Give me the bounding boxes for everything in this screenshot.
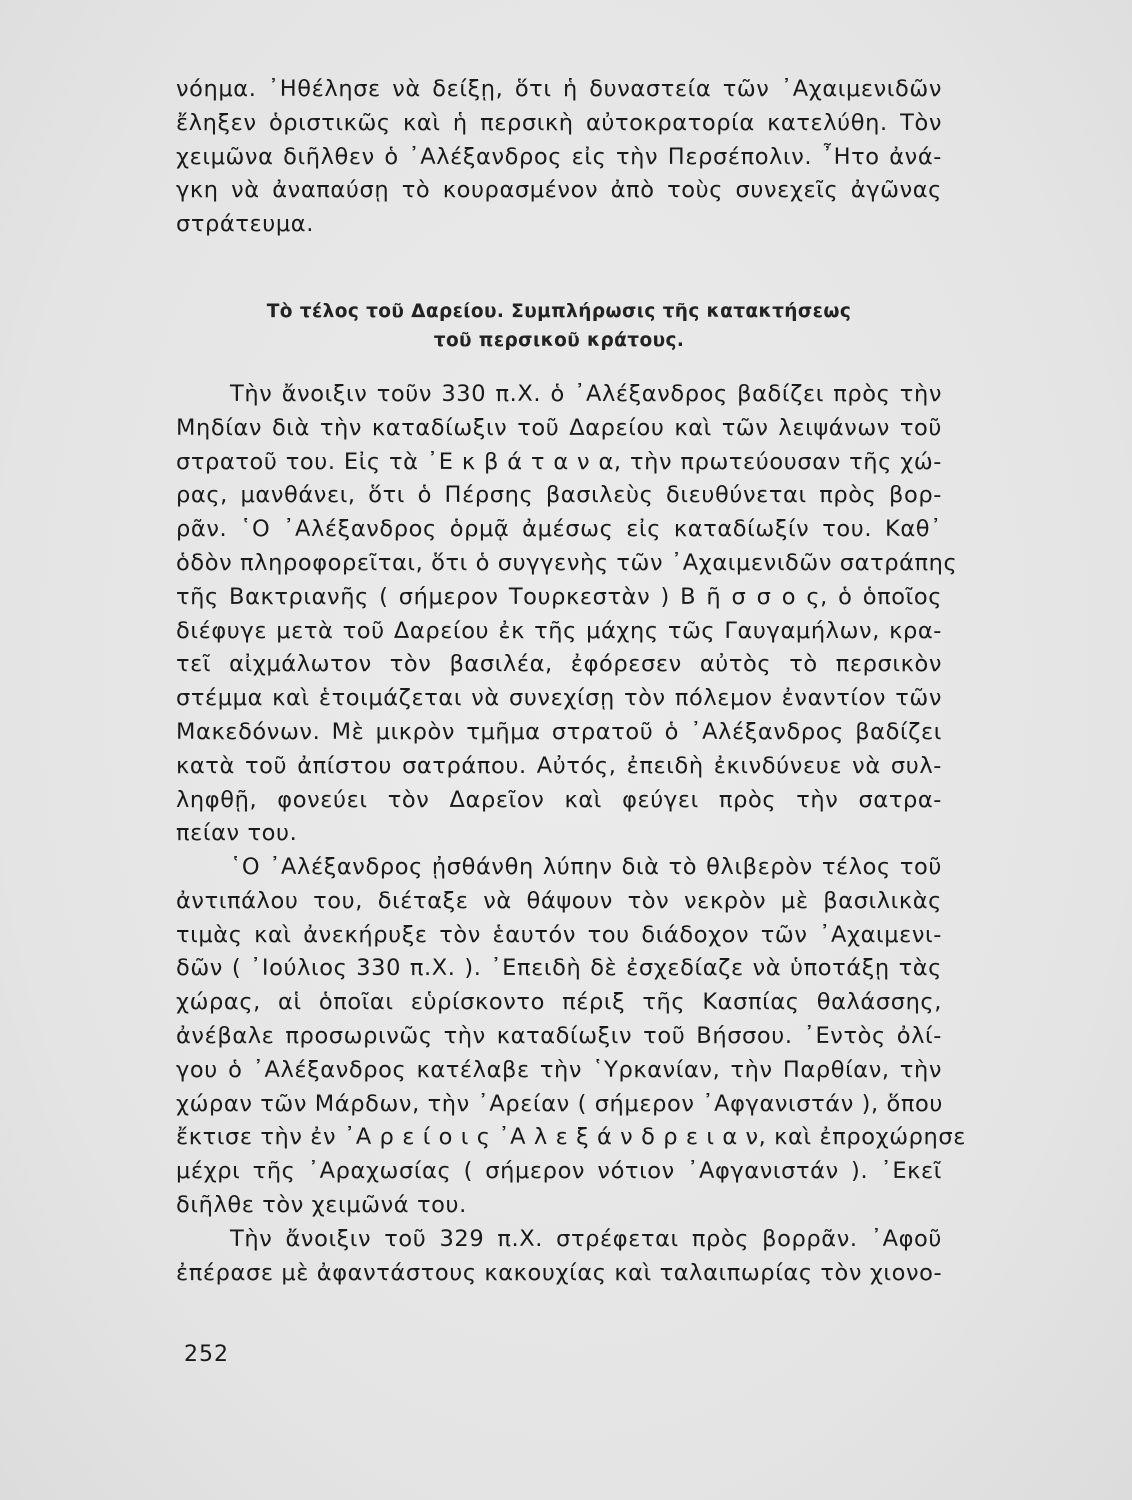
text-line: Μακεδόνων. Μὲ μικρὸν τμῆμα στρατοῦ ὁ ᾿Αλέξανδρος βαδίζει: [176, 718, 942, 745]
paragraph-2: [176, 851, 966, 1223]
text-line: δῶν ( ᾿Ιούλιος 330 π.Χ. ). ᾿Επειδὴ δὲ ἐσχεδίαζε νὰ ὑποτάξῃ τὰς: [176, 955, 942, 982]
text-line: γκη νὰ ἀναπαύσῃ τὸ κουρασμένον ἀπὸ τοὺς συνεχεῖς ἀγῶνας: [176, 177, 942, 204]
paragraph-3: [176, 1223, 942, 1291]
text-line: ρας, μανθάνει, ὅτι ὁ Πέρσης βασιλεὺς διευθύνεται πρὸς βορ-: [176, 482, 942, 509]
text-line: ληφθῇ, φονεύει τὸν Δαρεῖον καὶ φεύγει πρὸς τὴν σατρα-: [176, 786, 942, 813]
text-line: χώρας, αἱ ὁποῖαι εὑρίσκοντο πέριξ τῆς Κασπίας θαλάσσης,: [176, 989, 942, 1016]
text-line: ἀντιπάλου του, διέταξε νὰ θάψουν τὸν νεκρὸν μὲ βασιλικὰς: [176, 887, 942, 914]
section-heading: [176, 297, 942, 355]
text-line: ἔκτισε τὴν ἐν ᾿Α ρ ε ί ο ι ς ᾿Α λ ε ξ ά ν δ ρ ε ι α ν, καὶ ἐπροχώρησε: [176, 1124, 966, 1151]
text-line: πείαν του.: [176, 820, 298, 847]
text-line: στέμμα καὶ ἑτοιμάζεται νὰ συνεχίσῃ τὸν πόλεμον ἐναντίον τῶν: [176, 685, 942, 712]
text-line: γου ὁ ᾿Αλέξανδρος κατέλαβε τὴν ῾Υρκανίαν, τὴν Παρθίαν, τὴν: [176, 1056, 942, 1083]
text-line: τιμὰς καὶ ἀνεκήρυξε τὸν ἑαυτόν του διάδοχον τῶν ᾿Αχαιμενι-: [176, 921, 942, 948]
heading-line: τοῦ περσικοῦ κράτους.: [433, 330, 685, 351]
text-line: Τὴν ἄνοιξιν τοῦ 329 π.Χ. στρέφεται πρὸς βορρᾶν. ᾿Αφοῦ: [230, 1226, 942, 1252]
text-line: ρᾶν. ῾Ο ᾿Αλέξανδρος ὁρμᾷ ἀμέσως εἰς καταδίωξίν του. Καθ᾿: [176, 516, 942, 543]
text-line: τεῖ αἰχμάλωτον τὸν βασιλέα, ἐφόρεσεν αὐτὸς τὸ περσικὸν: [176, 651, 942, 678]
text-line: νόημα. ᾿Ηθέλησε νὰ δείξῃ, ὅτι ἡ δυναστεία τῶν ᾿Αχαιμενιδῶν: [176, 76, 942, 102]
text-line: διέφυγε μετὰ τοῦ Δαρείου ἐκ τῆς μάχης τῶς Γαυγαμήλων, κρα-: [176, 617, 942, 644]
text-line: ἀνέβαλε προσωρινῶς τὴν καταδίωξιν τοῦ Βήσσου. ᾿Εντὸς ὀλί-: [176, 1022, 942, 1049]
text-line: Μηδίαν διὰ τὴν καταδίωξιν τοῦ Δαρείου καὶ τῶν λειψάνων τοῦ: [176, 414, 942, 441]
paragraph-top: [176, 73, 942, 242]
text-line: διῆλθε τὸν χειμῶνά του.: [176, 1191, 467, 1218]
text-line: μέχρι τῆς ᾿Αραχωσίας ( σήμερον νότιον ᾿Αφγανιστάν ). ᾿Εκεῖ: [176, 1158, 942, 1185]
text-line: τῆς Βακτριανῆς ( σήμερον Τουρκεστὰν ) Β ῆ σ σ ο ς, ὁ ὁποῖος: [176, 583, 942, 610]
heading-line: Τὸ τέλος τοῦ Δαρείου. Συμπλήρωσις τῆς κατακτήσεως: [266, 301, 852, 322]
text-line: στράτευμα.: [176, 211, 314, 238]
text-line: Τὴν ἄνοιξιν τοῦν 330 π.Χ. ὁ ᾿Αλέξανδρος βαδίζει πρὸς τὴν: [230, 381, 942, 407]
text-line: ἐπέρασε μὲ ἀφαντάστους κακουχίας καὶ ταλαιπωρίας τὸν χιονο-: [176, 1259, 943, 1286]
text-line: στρατοῦ του. Εἰς τὰ ᾿Ε κ β ά τ α ν α, τὴν πρωτεύουσαν τῆς χώ-: [176, 448, 942, 475]
text-line: ὁδὸν πληροφορεῖται, ὅτι ὁ συγγενὴς τῶν ᾿Αχαιμενιδῶν σατράπης: [176, 549, 958, 576]
text-line: κατὰ τοῦ ἀπίστου σατράπου. Αὐτός, ἐπειδὴ ἐκινδύνευε νὰ συλ-: [176, 752, 942, 779]
page-number: 252: [184, 1342, 229, 1367]
paragraph-1: [176, 378, 958, 851]
text-line: ῾Ο ᾿Αλέξανδρος ᾐσθάνθη λύπην διὰ τὸ θλιβερὸν τέλος τοῦ: [230, 854, 942, 880]
text-line: χώραν τῶν Μάρδων, τὴν ᾿Αρείαν ( σήμερον ᾿Αφγανιστάν ), ὅπου: [176, 1090, 944, 1117]
text-line: χειμῶνα διῆλθεν ὁ ᾿Αλέξανδρος εἰς τὴν Περσέπολιν. ῏Ητο ἀνά-: [176, 143, 942, 170]
text-line: ἔληξεν ὁριστικῶς καὶ ἡ περσικὴ αὐτοκρατορία κατελύθη. Τὸν: [176, 109, 942, 136]
